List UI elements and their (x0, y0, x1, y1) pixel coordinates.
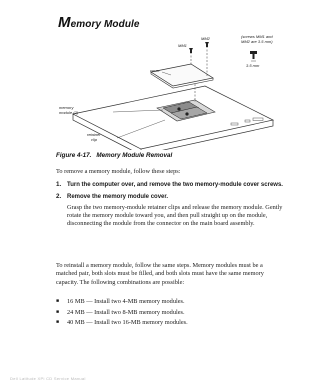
list-item-text: 16 MB — Install two 4-MB memory modules. (67, 298, 185, 305)
list-item (56, 308, 284, 319)
step-title: Remove the memory module cover. (67, 194, 169, 201)
list-item-text: 40 MB — Install two 16-MB memory modules. (67, 319, 188, 326)
memory-cover (151, 64, 213, 86)
label-retainer: retainer (87, 132, 101, 137)
label-size: 3.5 mm (246, 63, 260, 68)
bullet-icon: ■ (56, 299, 60, 304)
label-retainer-2: clip (91, 137, 98, 142)
screw-mm2 (205, 42, 209, 47)
heading-rest: emory Module (70, 19, 140, 30)
screw-mm1 (189, 48, 193, 53)
label-cover: cover (150, 68, 160, 73)
page-footer: Dell Latitude XPi CD Service Manual (10, 376, 86, 381)
step-number: 1. (56, 181, 62, 188)
caption-title: Memory Module Removal (96, 152, 173, 159)
heading-initial: M (58, 14, 71, 31)
label-mm2: MM2 (201, 36, 210, 41)
figure-caption (56, 152, 172, 159)
list-item (56, 318, 284, 329)
memory-combinations-list (56, 297, 284, 329)
label-memory: memory (59, 105, 74, 110)
list-item-text: 24 MB — Install two 8-MB memory modules. (67, 308, 185, 316)
chip-1 (177, 107, 180, 110)
list-item (56, 297, 284, 308)
bullet-icon: ■ (56, 320, 60, 325)
step-1 (56, 181, 284, 189)
screw-size-shank (253, 54, 255, 59)
reinstall-paragraph: To reinstall a memory module, follow the same steps. Memory modules must be a matched pair, both slots must be filled, and both slots must have the same memory capacity. The following combinations are possible: (56, 262, 264, 286)
label-screws-2: MM2 are 3.5 mm) (241, 39, 273, 44)
step-2 (56, 193, 284, 228)
label-memory-2: module (2) (59, 110, 79, 115)
step-number: 2. (56, 193, 62, 201)
bullet-icon: ■ (56, 309, 60, 315)
label-mm1: MM1 (178, 43, 187, 48)
memory-module-figure (55, 28, 287, 150)
step-description: Grasp the two memory-module retainer clips and release the memory module. Gently rotate the memory module toward you, and then pull straight up on the module, disconnecting the module from the connector on the main board assembly. (67, 203, 283, 228)
chip-2 (185, 112, 188, 115)
memory-module-illustration (55, 28, 287, 150)
label-screws: (screws MM1 and (241, 34, 273, 39)
intro-paragraph: To remove a memory module, follow these steps: (56, 168, 181, 175)
caption-number: Figure 4-17. (56, 152, 92, 159)
screw-size-head (250, 51, 257, 54)
removal-steps (56, 181, 284, 232)
step-title: Turn the computer over, and remove the two memory-module cover screws. (67, 182, 283, 188)
